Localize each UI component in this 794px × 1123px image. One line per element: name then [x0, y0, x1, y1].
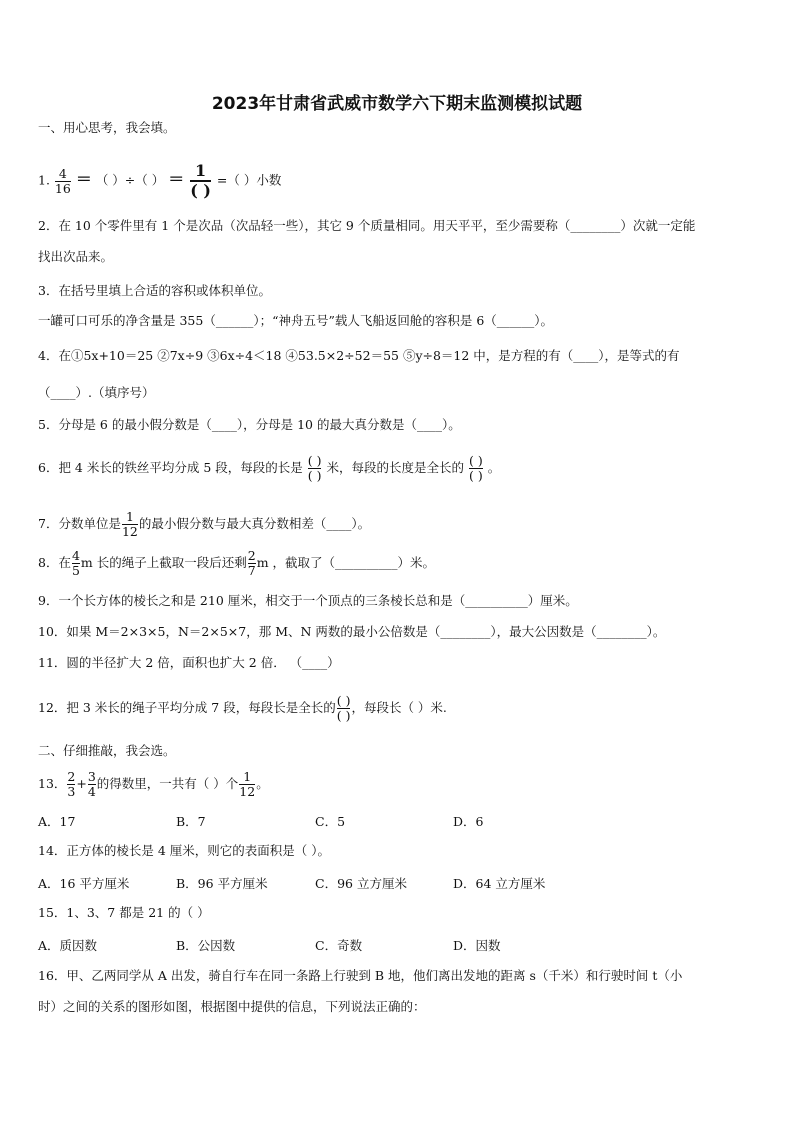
q13-option-c[interactable]: C．5	[315, 814, 346, 829]
q1-blank-division[interactable]: （ ）÷（ ）	[95, 172, 165, 188]
question-12: 12．把 3 米长的绳子平均分成 7 段，每段长是全长的 $\frac{( )}{( )}$ ，每段长（ ）米.	[38, 693, 447, 723]
question-14: 14．正方体的棱长是 4 厘米，则它的表面积是（ ）。	[38, 843, 331, 858]
q14-option-d[interactable]: D．64 立方厘米	[453, 876, 546, 891]
q13-option-b[interactable]: B．7	[176, 814, 206, 829]
q1-blank-decimal[interactable]: =（ ）小数	[216, 172, 282, 188]
page-title: 2023年甘肃省武威市数学六下期末监测模拟试题	[211, 94, 583, 114]
section-heading-choose: 二、仔细推敲，我会选。	[38, 743, 176, 758]
q13-option-a[interactable]: A．17	[38, 814, 76, 829]
q14-option-a[interactable]: A．16 平方厘米	[38, 876, 130, 891]
question-1	[38, 162, 281, 200]
q8-fraction-2: $\frac{2}{7}$	[247, 548, 256, 578]
q8-fraction-1: $\frac{4}{5}$	[71, 548, 80, 578]
q1-number: 1.	[38, 172, 50, 188]
question-16-line-1: 16．甲、乙两同学从 A 出发，骑自行车在同一条路上行驶到 B 地，他们离出发地的距离 s（千米）和行驶时间 t（小	[38, 968, 683, 983]
q1-equals-2: ＝	[168, 169, 185, 189]
question-2-line-1: 2．在 10 个零件里有 1 个是次品（次品轻一些），其它 9 个质量相同。用天平平，至少需要称（________）次就一定能	[38, 218, 696, 233]
q13-fraction-2: $\frac{3}{4}$	[87, 769, 96, 799]
q15-option-b[interactable]: B．公因数	[176, 938, 236, 953]
question-16-line-2: 时）之间的关系的图形如图，根据图中提供的信息，下列说法正确的：	[38, 999, 426, 1014]
q1-equals: ＝	[75, 169, 92, 189]
question-15: 15．1、3、7 都是 21 的（ ）	[38, 905, 210, 920]
q6-blank-fraction-2[interactable]: $\frac{( )}{( )}$	[468, 453, 483, 483]
q13-fraction-1: $\frac{2}{3}$	[67, 769, 76, 799]
question-4-line-2: （____）.（填序号）	[38, 385, 155, 400]
q12-blank-fraction[interactable]: $\frac{( )}{( )}$	[336, 693, 351, 723]
q7-fraction: $\frac{1}{12}$	[121, 509, 138, 539]
q15-option-d[interactable]: D．因数	[453, 938, 501, 953]
question-8: 8．在 $\frac{4}{5}$ m 长的绳子上截取一段后还剩 $\frac{2}{7}$ m ，截取了（__________）米。	[38, 548, 436, 578]
q1-fraction: $\frac{4}{16}$	[54, 165, 71, 196]
q14-option-c[interactable]: C．96 立方厘米	[315, 876, 407, 891]
question-7: 7．分数单位是 $\frac{1}{12}$ 的最小假分数与最大真分数相差（____）。	[38, 509, 371, 539]
question-4-line-1: 4．在①5x+10＝25 ②7x÷9 ③6x÷4＜18 ④53.5×2÷52＝55 ⑤y÷8＝12 中，是方程的有（____），是等式的有	[38, 348, 680, 363]
q14-option-b[interactable]: B．96 平方厘米	[176, 876, 268, 891]
q15-option-c[interactable]: C．奇数	[315, 938, 363, 953]
q13-option-d[interactable]: D．6	[453, 814, 484, 829]
question-10: 10．如果 M＝2×3×5，N＝2×5×7，那 M、N 两数的最小公倍数是（________），最大公因数是（________）。	[38, 624, 666, 639]
q13-fraction-3: $\frac{1}{12}$	[239, 769, 256, 799]
q6-blank-fraction-1[interactable]: $\frac{( )}{( )}$	[307, 453, 322, 483]
question-5: 5．分母是 6 的最小假分数是（____），分母是 10 的最大真分数是（____）。	[38, 417, 461, 432]
section-heading-fill: 一、用心思考，我会填。	[38, 120, 176, 135]
question-9: 9．一个长方体的棱长之和是 210 厘米，相交于一个顶点的三条棱长总和是（__________）厘米。	[38, 593, 578, 608]
question-13: 13． $\frac{2}{3}$ + $\frac{3}{4}$ 的得数里，一共有（ ）个 $\frac{1}{12}$ 。	[38, 769, 269, 799]
q15-option-a[interactable]: A．质因数	[38, 938, 98, 953]
q1-big-fraction[interactable]: 1 ( )	[190, 161, 211, 200]
question-11: 11．圆的半径扩大 2 倍，面积也扩大 2 倍． （____）	[38, 655, 340, 670]
question-3-line-2: 一罐可口可乐的净含量是 355（______）；“神舟五号”载人飞船返回舱的容积是 6（______）。	[38, 313, 554, 328]
question-2-line-2: 找出次品来。	[38, 249, 114, 264]
question-3-line-1: 3．在括号里填上合适的容积或体积单位。	[38, 283, 271, 298]
question-6: 6．把 4 米长的铁丝平均分成 5 段，每段的长是 $\frac{( )}{( )}$ 米，每段的长度是全长的 $\frac{( )}{( )}$ 。	[38, 453, 501, 483]
